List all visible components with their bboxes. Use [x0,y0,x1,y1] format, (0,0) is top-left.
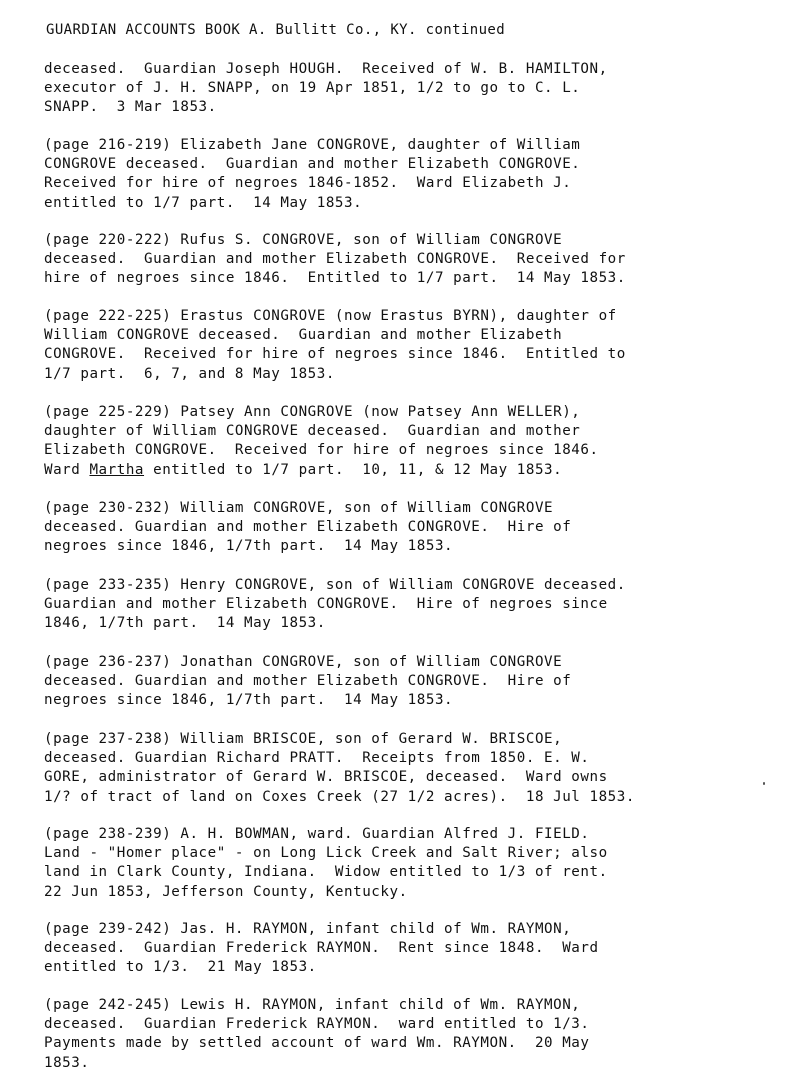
entry-page-239-242 [44,920,599,978]
entry-line: (page 222-225) Erastus CONGROVE (now Erastus BYRN), daughter of [44,308,617,324]
entry-line: negroes since 1846, 1/7th part. 14 May 1853. [44,692,454,709]
entry-page-236-237 [44,653,571,711]
entry-line: entitled to 1/7 part. 14 May 1853. [44,194,363,211]
entry-hough [44,60,608,118]
entry-page-230-232 [44,499,571,557]
entry-line: (page 238-239) A. H. BOWMAN, ward. Guardian Alfred J. FIELD. [44,826,590,842]
entry-line: deceased. Guardian and mother Elizabeth CONGROVE. Hire of [44,673,572,690]
entry-line: 1/? of tract of land on Coxes Creek (27 1/2 acres). 18 Jul 1853. [44,788,635,805]
entry-line: CONGROVE. Received for hire of negroes since 1846. Entitled to [44,346,626,363]
entry-line: deceased. Guardian and mother Elizabeth CONGROVE. Received for [44,251,626,268]
entry-line: deceased. Guardian Joseph HOUGH. Received of W. B. HAMILTON, [44,61,608,77]
underlined-name: Martha [89,461,145,478]
entry-line: 1/7 part. 6, 7, and 8 May 1853. [44,365,335,382]
entry-page-225-229 [44,403,599,480]
entry-line: 1846, 1/7th part. 14 May 1853. [44,615,326,632]
text-before-underline: Ward [44,461,90,478]
entry-line: Received for hire of negroes 1846-1852. Ward Elizabeth J. [44,175,572,192]
entry-line: executor of J. H. SNAPP, on 19 Apr 1851, 1/2 to go to C. L. [44,80,581,97]
entry-line: CONGROVE deceased. Guardian and mother Elizabeth CONGROVE. [44,156,581,173]
entry-page-222-225 [44,307,626,384]
entry-line: GORE, administrator of Gerard W. BRISCOE, deceased. Ward owns [44,769,608,786]
entry-line: deceased. Guardian Richard PRATT. Receipts from 1850. E. W. [44,750,590,767]
entry-line: (page 216-219) Elizabeth Jane CONGROVE, daughter of William [44,137,581,153]
entry-line: hire of negroes since 1846. Entitled to 1/7 part. 14 May 1853. [44,270,626,287]
entry-line: (page 225-229) Patsey Ann CONGROVE (now Patsey Ann WELLER), [44,404,581,420]
entry-page-233-235 [44,576,626,634]
entry-page-216-219 [44,136,580,213]
entry-line: (page 230-232) William CONGROVE, son of William CONGROVE [44,500,554,516]
entry-line: entitled to 1/3. 21 May 1853. [44,959,317,976]
scan-speck [763,782,765,785]
entry-page-237-238 [44,730,635,807]
entry-line: Land - "Homer place" - on Long Lick Creek and Salt River; also [44,845,608,862]
entry-line: (page 233-235) Henry CONGROVE, son of William CONGROVE deceased. [44,577,626,593]
entry-line-with-underline [44,461,599,480]
entry-line: 22 Jun 1853, Jefferson County, Kentucky. [44,883,408,900]
entry-line: (page 237-238) William BRISCOE, son of Gerard W. BRISCOE, [44,731,563,747]
page-header: GUARDIAN ACCOUNTS BOOK A. Bullitt Co., KY. continued [46,22,506,38]
entry-line: Payments made by settled account of ward Wm. RAYMON. 20 May [44,1035,590,1052]
entry-line: daughter of William CONGROVE deceased. Guardian and mother [44,423,581,440]
entry-line: Guardian and mother Elizabeth CONGROVE. Hire of negroes since [44,596,608,613]
entry-line: (page 242-245) Lewis H. RAYMON, infant child of Wm. RAYMON, [44,997,581,1013]
entry-line: deceased. Guardian Frederick RAYMON. ward entitled to 1/3. [44,1016,590,1033]
entry-page-238-239 [44,825,608,902]
entry-line: deceased. Guardian and mother Elizabeth CONGROVE. Hire of [44,519,572,536]
entry-page-242-245 [44,996,590,1073]
text-after-underline: entitled to 1/7 part. 10, 11, & 12 May 1853. [144,461,563,478]
entry-line: Elizabeth CONGROVE. Received for hire of negroes since 1846. [44,442,599,459]
entry-line: 1853. [44,1054,90,1071]
entry-line: (page 220-222) Rufus S. CONGROVE, son of William CONGROVE [44,232,563,248]
entry-line: (page 239-242) Jas. H. RAYMON, infant child of Wm. RAYMON, [44,921,572,937]
entry-line: SNAPP. 3 Mar 1853. [44,99,217,116]
entry-line: negroes since 1846, 1/7th part. 14 May 1853. [44,538,454,555]
entry-page-220-222 [44,231,626,289]
entry-line: William CONGROVE deceased. Guardian and mother Elizabeth [44,327,563,344]
entry-line: deceased. Guardian Frederick RAYMON. Rent since 1848. Ward [44,940,599,957]
entry-line: land in Clark County, Indiana. Widow entitled to 1/3 of rent. [44,864,608,881]
entry-line: (page 236-237) Jonathan CONGROVE, son of William CONGROVE [44,654,563,670]
